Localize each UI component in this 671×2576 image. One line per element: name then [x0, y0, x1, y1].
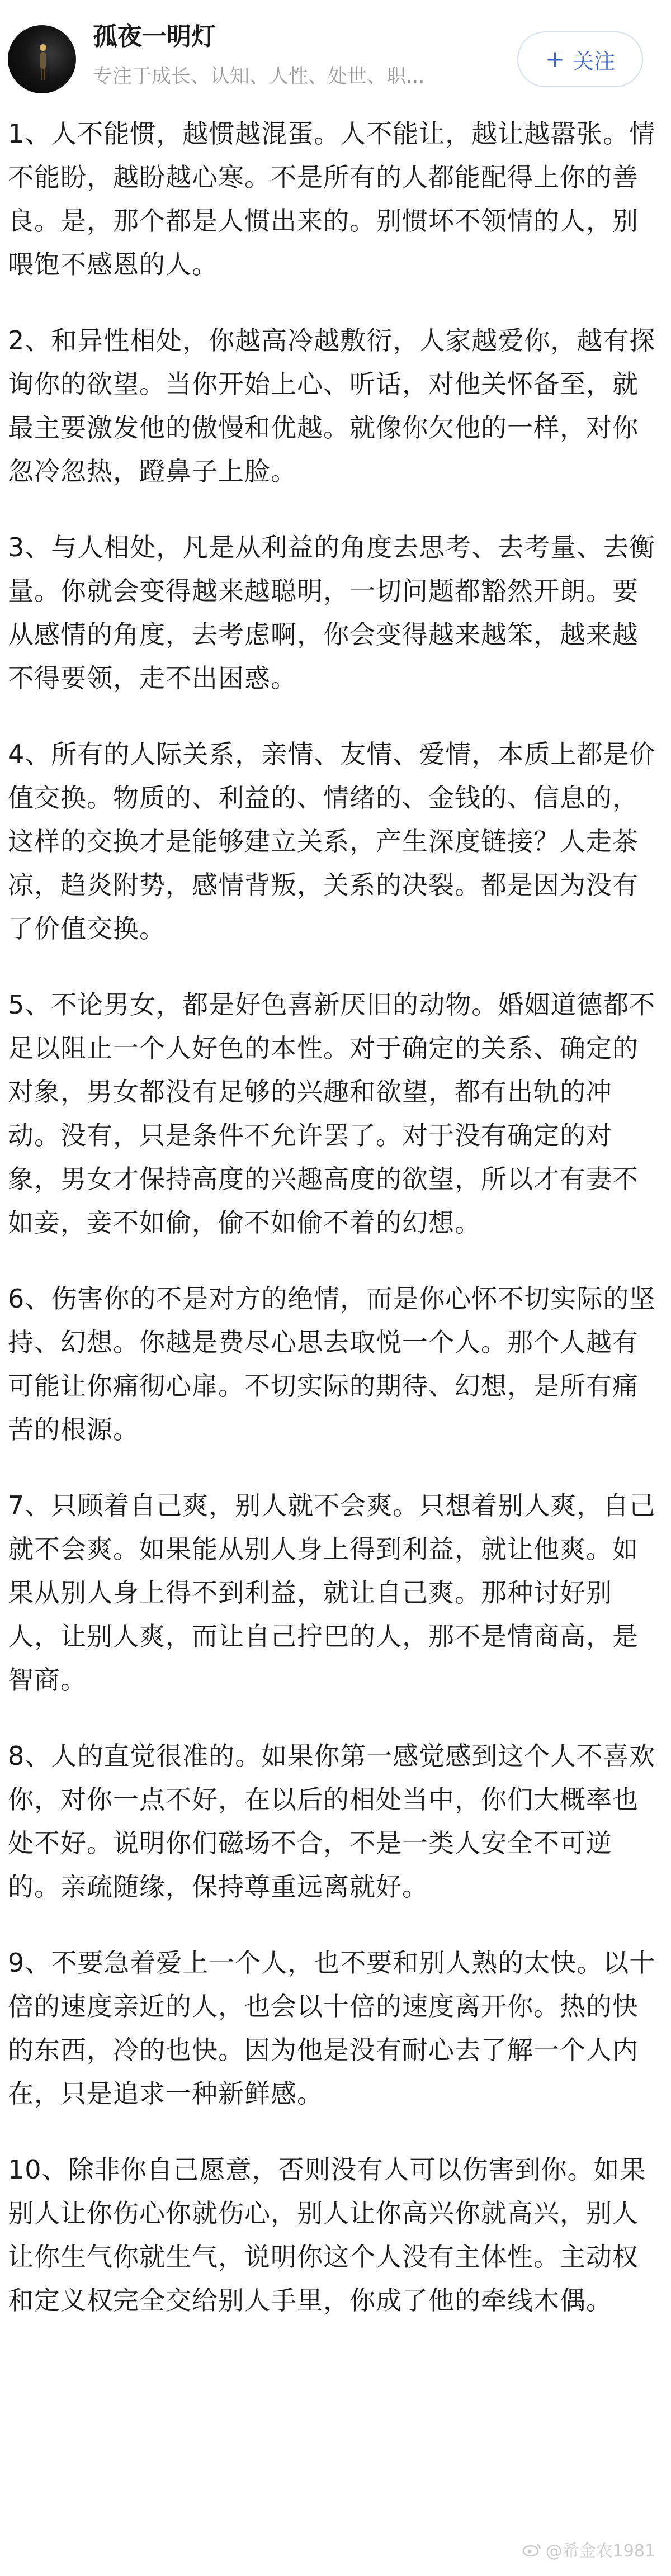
post-header: [0, 0, 671, 117]
avatar[interactable]: [8, 25, 76, 93]
weibo-icon: [522, 2541, 542, 2558]
lamp-figure-icon: [35, 42, 51, 81]
paragraph-6: 6、伤害你的不是对方的绝情，而是你心怀不切实际的坚持、幻想。你越是费尽心思去取悦一个人。那个人越有可能让你痛彻心扉。不切实际的期待、幻想，是所有痛苦的根源。: [8, 1284, 656, 1445]
paragraph-7: 7、只顾着自己爽，别人就不会爽。只想着别人爽，自己就不会爽。如果能从别人身上得到利益，就让他爽。如果从别人身上得不到利益，就让自己爽。那种讨好别人，让别人爽，而让自己拧巴的人，那不是情商高，是智商。: [8, 1490, 656, 1695]
follow-button[interactable]: [517, 31, 643, 87]
author-name[interactable]: 孤夜一明灯: [93, 22, 216, 51]
post-content: [8, 112, 663, 2355]
paragraph-4: 4、所有的人际关系，亲情、友情、爱情，本质上都是价值交换。物质的、利益的、情绪的、金钱的、信息的，这样的交换才是能够建立关系，产生深度链接？人走茶凉，趋炎附势，感情背叛，关系的决裂。都是因为没有了价值交换。: [8, 739, 656, 944]
paragraph-2: 2、和异性相处，你越高冷越敷衍，人家越爱你，越有探询你的欲望。当你开始上心、听话，对他关怀备至，就最主要激发他的傲慢和优越。就像你欠他的一样，对你忽冷忽热，蹬鼻子上脸。: [8, 325, 656, 486]
paragraph-10: 10、除非你自己愿意，否则没有人可以伤害到你。如果别人让你伤心你就伤心，别人让你高兴你就高兴，别人让你生气你就生气，说明你这个人没有主体性。主动权和定义权完全交给别人手里，你成了他的牵线木偶。: [8, 2154, 646, 2315]
watermark: [522, 2537, 655, 2561]
paragraph-3: 3、与人相处，凡是从利益的角度去思考、去考量、去衡量。你就会变得越来越聪明，一切问题都豁然开朗。要从感情的角度，去考虑啊，你会变得越来越笨，越来越不得要领，走不出困惑。: [8, 532, 656, 693]
author-description: 专注于成长、认知、人性、处世、职...: [93, 65, 425, 88]
paragraph-1: 1、人不能惯，越惯越混蛋。人不能让，越让越嚣张。情不能盼，越盼越心寒。不是所有的人都能配得上你的善良。是，那个都是人惯出来的。别惯坏不领情的人，别喂饱不感恩的人。: [8, 119, 656, 280]
paragraph-8: 8、人的直觉很准的。如果你第一感觉感到这个人不喜欢你，对你一点不好，在以后的相处当中，你们大概率也处不好。说明你们磁场不合，不是一类人安全不可逆的。亲疏随缘，保持尊重远离就好。: [8, 1741, 656, 1902]
follow-label: 关注: [573, 49, 616, 74]
paragraph-5: 5、不论男女，都是好色喜新厌旧的动物。婚姻道德都不足以阻止一个人好色的本性。对于确定的关系、确定的对象，男女都没有足够的兴趣和欲望，都有出轨的冲动。没有，只是条件不允许罢了。对于没有确定的对象，男女才保持高度的兴趣高度的欲望，所以才有妻不如妾，妾不如偷，偷不如偷不着的幻想。: [8, 989, 656, 1238]
watermark-text: @希金农1981: [545, 2541, 655, 2561]
paragraph-9: 9、不要急着爱上一个人，也不要和别人熟的太快。以十倍的速度亲近的人，也会以十倍的速度离开你。热的快的东西，冷的也快。因为他是没有耐心去了解一个人内在，只是追求一种新鲜感。: [8, 1948, 656, 2109]
plus-icon: +: [545, 45, 565, 73]
